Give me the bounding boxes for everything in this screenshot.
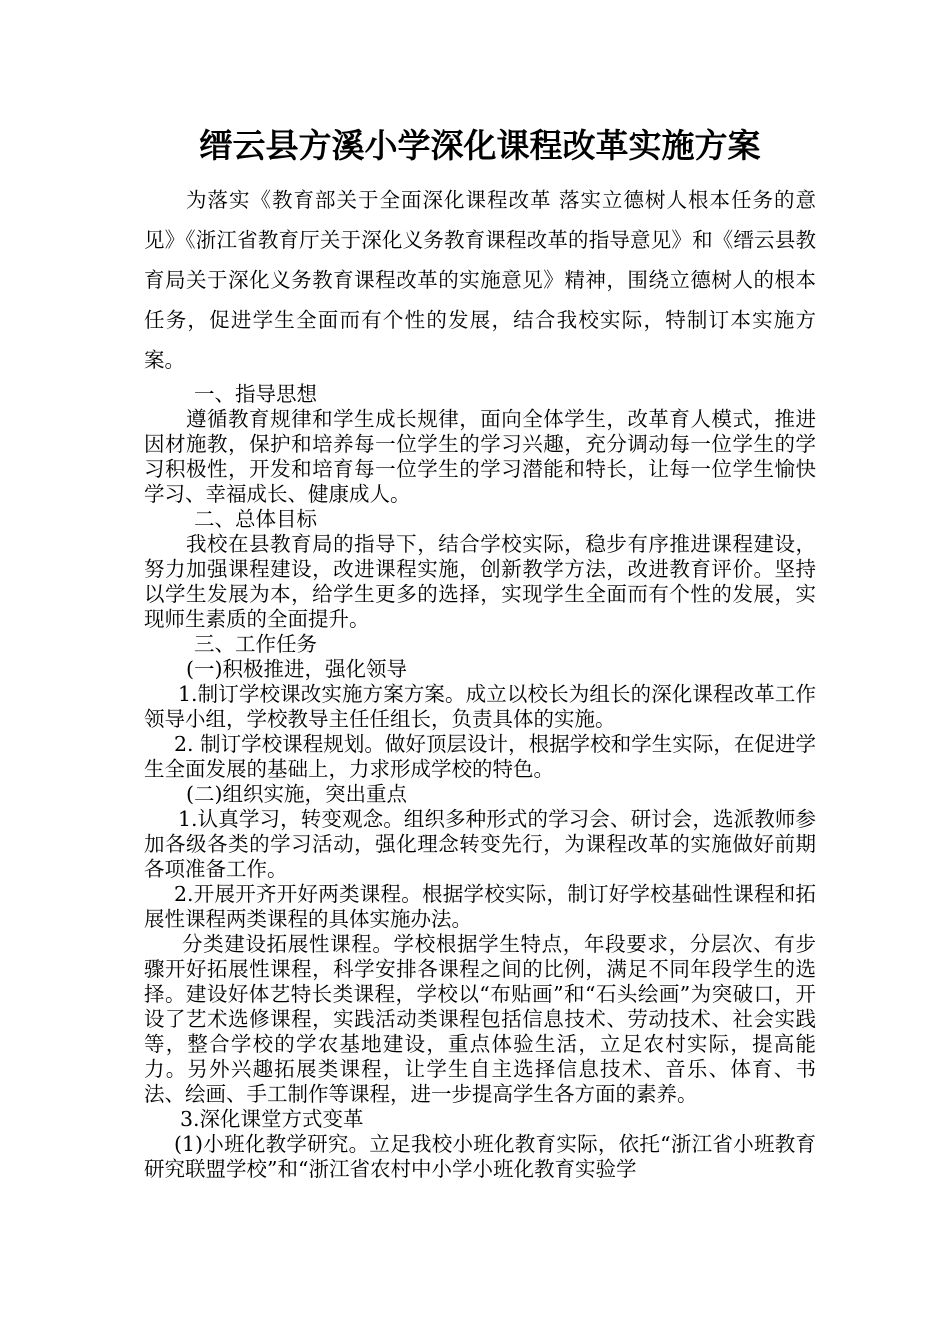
subheading-implementation: (二)组织实施，突出重点 (186, 782, 407, 806)
document-body (144, 382, 816, 1182)
list-item-curriculum-planning: 2. 制订学校课程规划。做好顶层设计，根据学校和学生实际，在促进学生全面发展的基础上，力求形成学校的特色。 (144, 732, 816, 781)
intro-paragraph: 为落实《教育部关于全面深化课程改革 落实立德树人根本任务的意见》《浙江省教育厅关于深化义务教育课程改革的指导意见》和《缙云县教育局关于深化义务教育课程改革的实施意见》精神，围绕立德树人的根本任务，促进学生全面而有个性的发展，结合我校实际，特制订本实施方案。 (144, 188, 816, 372)
paragraph-guiding-thought: 遵循教育规律和学生成长规律，面向全体学生，改革育人模式，推进因材施教，保护和培养每一位学生的学习兴趣，充分调动每一位学生的学习积极性，开发和培育每一位学生的学习潜能和特长，让每一位学生愉快学习、幸福成长、健康成人。 (144, 407, 816, 506)
document-title: 缙云县方溪小学深化课程改革实施方案 (199, 126, 761, 165)
list-item-study: 1.认真学习，转变观念。组织多种形式的学习会、研讨会，选派教师参加各级各类的学习活动，强化理念转变先行，为课程改革的实施做好前期各项准备工作。 (144, 807, 816, 881)
list-item-plan: 1.制订学校课改实施方案方案。成立以校长为组长的深化课程改革工作领导小组，学校教导主任任组长，负责具体的实施。 (144, 682, 816, 731)
subheading-leadership: (一)积极推进，强化领导 (186, 657, 407, 681)
list-item-two-courses: 2.开展开齐开好两类课程。根据学校实际，制订好学校基础性课程和拓展性课程两类课程的具体实施办法。 (144, 882, 816, 931)
section-heading-guiding-thought: 一、指导思想 (194, 382, 317, 406)
paragraph-overall-goal: 我校在县教育局的指导下，结合学校实际，稳步有序推进课程建设，努力加强课程建设，改进课程实施，创新教学方法，改进教育评价。坚持以学生发展为本，给学生更多的选择，实现学生全面而有个性的发展，实现师生素质的全面提升。 (144, 532, 816, 631)
document-page (144, 118, 816, 1182)
list-item-small-class: (1)小班化教学研究。立足我校小班化教育实际，依托“浙江省小班教育研究联盟学校”和“浙江省农村中小学小班化教育实验学 (144, 1132, 816, 1181)
section-heading-work-tasks: 三、工作任务 (194, 632, 317, 656)
section-heading-overall-goal: 二、总体目标 (194, 507, 317, 531)
paragraph-extension-courses: 分类建设拓展性课程。学校根据学生特点，年段要求，分层次、有步骤开好拓展性课程，科学安排各课程之间的比例，满足不同年段学生的选择。建设好体艺特长类课程，学校以“布贴画”和“石头绘画”为突破口，开设了艺术选修课程，实践活动类课程包括信息技术、劳动技术、社会实践等，整合学校的学农基地建设，重点体验生活，立足农村实际，提高能力。另外兴趣拓展类课程，让学生自主选择信息技术、音乐、体育、书法、绘画、手工制作等课程，进一步提高学生各方面的素养。 (144, 932, 816, 1106)
list-item-classroom-reform: 3.深化课堂方式变革 (180, 1107, 364, 1131)
